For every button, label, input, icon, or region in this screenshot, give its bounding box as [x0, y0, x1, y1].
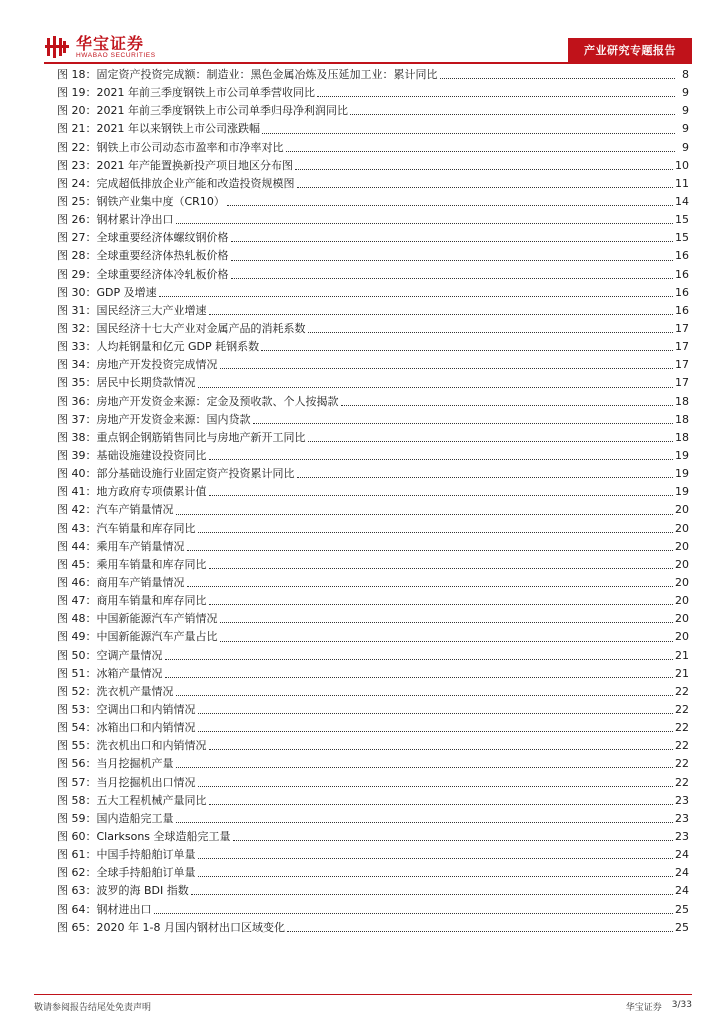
toc-entry[interactable]: [57, 175, 689, 193]
toc-leader-dots: [262, 132, 675, 134]
toc-entry-label: 图 52：洗衣机产量情况: [57, 684, 174, 698]
toc-entry[interactable]: [57, 465, 689, 483]
toc-leader-dots: [198, 386, 674, 388]
toc-leader-dots: [287, 930, 673, 932]
toc-entry[interactable]: [57, 411, 689, 429]
toc-entry-label: 图 53：空调出口和内销情况: [57, 702, 196, 716]
toc-entry-label: 图 23：2021 年产能置换新投产项目地区分布图: [57, 158, 293, 172]
toc-entry-label: 图 63：波罗的海 BDI 指数: [57, 884, 189, 898]
toc-entry[interactable]: [57, 592, 689, 610]
toc-entry[interactable]: [57, 84, 689, 102]
toc-entry-page: 10: [675, 158, 689, 172]
toc-leader-dots: [341, 404, 674, 406]
toc-leader-dots: [165, 658, 674, 660]
toc-entry-page: 23: [675, 793, 689, 807]
toc-entry[interactable]: [57, 102, 689, 120]
toc-entry-label: 图 33：人均耗钢量和亿元 GDP 耗钢系数: [57, 340, 260, 354]
toc-leader-dots: [231, 259, 674, 261]
toc-entry[interactable]: [57, 647, 689, 665]
toc-leader-dots: [209, 313, 674, 315]
toc-entry[interactable]: [57, 755, 689, 773]
toc-entry[interactable]: [57, 665, 689, 683]
toc-entry-page: 17: [675, 376, 689, 390]
footer-company: 华宝证券: [625, 1003, 662, 1013]
toc-entry-label: 图 37：房地产开发资金来源：国内贷款: [57, 412, 251, 426]
footer-info: [626, 1000, 692, 1013]
toc-entry[interactable]: [57, 284, 689, 302]
toc-entry-page: 20: [675, 630, 689, 644]
toc-entry-label: 图 64：钢材进出口: [57, 902, 152, 916]
toc-entry-label: 图 50：空调产量情况: [57, 648, 163, 662]
toc-entry-label: 图 36：房地产开发资金来源：定金及预收款、个人按揭款: [57, 394, 339, 408]
toc-leader-dots: [233, 839, 673, 841]
toc-entry-page: 19: [675, 467, 689, 481]
toc-entry-label: 图 27：全球重要经济体螺纹钢价格: [57, 231, 229, 245]
toc-leader-dots: [308, 440, 674, 442]
toc-entry[interactable]: [57, 719, 689, 737]
toc-entry[interactable]: [57, 810, 689, 828]
toc-leader-dots: [297, 186, 674, 188]
toc-leader-dots: [261, 349, 673, 351]
toc-entry-label: 图 32：国民经济十七大产业对金属产品的消耗系数: [57, 322, 306, 336]
toc-entry[interactable]: [57, 266, 689, 284]
toc-entry-label: 图 40：部分基础设施行业固定资产投资累计同比: [57, 467, 295, 481]
toc-leader-dots: [297, 476, 674, 478]
toc-leader-dots: [187, 585, 674, 587]
toc-entry[interactable]: [57, 610, 689, 628]
toc-entry[interactable]: [57, 247, 689, 265]
toc-entry-page: 17: [675, 322, 689, 336]
toc-entry-label: 图 62：全球手持船舶订单量: [57, 866, 196, 880]
toc-entry-label: 图 61：中国手持船舶订单量: [57, 848, 196, 862]
toc-entry[interactable]: [57, 374, 689, 392]
toc-entry[interactable]: [57, 828, 689, 846]
toc-entry-page: 24: [675, 884, 689, 898]
toc-leader-dots: [187, 549, 674, 551]
toc-entry-page: 9: [682, 104, 689, 118]
toc-entry-label: 图 19：2021 年前三季度钢铁上市公司单季营收同比: [57, 86, 315, 100]
toc-leader-dots: [440, 77, 676, 79]
toc-entry-label: 图 31：国民经济三大产业增速: [57, 303, 207, 317]
toc-leader-dots: [209, 458, 674, 460]
toc-entry-label: 图 39：基础设施建设投资同比: [57, 449, 207, 463]
toc-entry[interactable]: [57, 792, 689, 810]
toc-entry[interactable]: [57, 229, 689, 247]
toc-entry-label: 图 49：中国新能源汽车产量占比: [57, 630, 218, 644]
toc-entry[interactable]: [57, 919, 689, 937]
toc-entry[interactable]: [57, 338, 689, 356]
toc-entry-page: 20: [675, 557, 689, 571]
toc-entry-page: 17: [675, 340, 689, 354]
toc-entry[interactable]: [57, 302, 689, 320]
toc-entry-label: 图 55：洗衣机出口和内销情况: [57, 739, 207, 753]
toc-leader-dots: [317, 95, 675, 97]
toc-entry-label: 图 60：Clarksons 全球造船完工量: [57, 829, 231, 843]
toc-entry[interactable]: [57, 900, 689, 918]
toc-leader-dots: [231, 277, 674, 279]
logo-chinese-name: 华宝证券: [76, 33, 145, 53]
toc-entry-page: 16: [675, 285, 689, 299]
toc-leader-dots: [176, 694, 674, 696]
toc-leader-dots: [198, 531, 674, 533]
toc-entry-page: 19: [675, 449, 689, 463]
toc-leader-dots: [176, 513, 674, 515]
toc-entry[interactable]: [57, 157, 689, 175]
toc-entry-label: 图 44：乘用车产销量情况: [57, 539, 185, 553]
toc-entry[interactable]: [57, 429, 689, 447]
toc-leader-dots: [176, 766, 674, 768]
toc-entry-label: 图 28：全球重要经济体热轧板价格: [57, 249, 229, 263]
toc-leader-dots: [209, 567, 674, 569]
toc-entry-page: 11: [675, 176, 689, 190]
toc-leader-dots: [227, 204, 673, 206]
toc-entry[interactable]: [57, 520, 689, 538]
toc-entry-label: 图 35：居民中长期贷款情况: [57, 376, 196, 390]
toc-entry[interactable]: [57, 393, 689, 411]
toc-entry[interactable]: [57, 193, 689, 211]
toc-entry[interactable]: [57, 320, 689, 338]
toc-leader-dots: [198, 857, 674, 859]
toc-entry[interactable]: [57, 120, 689, 138]
toc-entry-page: 16: [675, 267, 689, 281]
toc-entry-page: 14: [675, 195, 689, 209]
toc-entry-page: 24: [675, 866, 689, 880]
toc-entry-label: 图 25：钢铁产业集中度（CR10）: [57, 195, 225, 209]
toc-entry-page: 22: [675, 775, 689, 789]
toc-entry[interactable]: [57, 483, 689, 501]
toc-entry-page: 18: [675, 430, 689, 444]
toc-entry-label: 图 57：当月挖掘机出口情况: [57, 775, 196, 789]
header-divider: [44, 62, 692, 64]
toc-leader-dots: [286, 150, 676, 152]
footer-page-number: 3/33: [671, 1000, 692, 1010]
toc-entry-label: 图 48：中国新能源汽车产销情况: [57, 612, 218, 626]
toc-leader-dots: [198, 730, 674, 732]
toc-entry-page: 9: [682, 140, 689, 154]
toc-entry-label: 图 43：汽车销量和库存同比: [57, 521, 196, 535]
toc-leader-dots: [198, 712, 674, 714]
toc-entry[interactable]: [57, 628, 689, 646]
toc-leader-dots: [220, 640, 674, 642]
toc-leader-dots: [220, 621, 674, 623]
logo-english-name: HWABAO SECURITIES: [76, 51, 156, 59]
toc-leader-dots: [176, 821, 674, 823]
toc-entry-label: 图 58：五大工程机械产量同比: [57, 793, 207, 807]
toc-entry[interactable]: [57, 139, 689, 157]
toc-entry[interactable]: [57, 683, 689, 701]
toc-entry-page: 15: [675, 231, 689, 245]
toc-entry-label: 图 51：冰箱产量情况: [57, 666, 163, 680]
toc-leader-dots: [209, 494, 674, 496]
toc-leader-dots: [295, 168, 673, 170]
toc-entry-page: 24: [675, 848, 689, 862]
toc-entry-label: 图 26：钢材累计净出口: [57, 213, 174, 227]
toc-entry-label: 图 59：国内造船完工量: [57, 811, 174, 825]
figure-index-list: [57, 66, 689, 937]
toc-entry[interactable]: [57, 356, 689, 374]
toc-entry-page: 23: [675, 811, 689, 825]
toc-entry-page: 9: [682, 122, 689, 136]
toc-entry[interactable]: [57, 556, 689, 574]
toc-entry[interactable]: [57, 846, 689, 864]
toc-entry-page: 22: [675, 702, 689, 716]
toc-entry-page: 20: [675, 612, 689, 626]
toc-leader-dots: [198, 875, 674, 877]
toc-entry-page: 8: [682, 68, 689, 82]
toc-entry[interactable]: [57, 211, 689, 229]
toc-entry-page: 9: [682, 86, 689, 100]
toc-entry-page: 20: [675, 539, 689, 553]
toc-entry-label: 图 38：重点钢企钢筋销售同比与房地产新开工同比: [57, 430, 306, 444]
toc-entry-label: 图 56：当月挖掘机产量: [57, 757, 174, 771]
toc-entry-page: 25: [675, 920, 689, 934]
footer-divider: [34, 994, 692, 995]
toc-entry[interactable]: [57, 737, 689, 755]
toc-entry-page: 20: [675, 576, 689, 589]
toc-entry-page: 21: [675, 666, 689, 680]
toc-entry[interactable]: [57, 701, 689, 719]
toc-entry-label: 图 65：2020 年 1-8 月国内钢材出口区域变化: [57, 920, 285, 934]
toc-leader-dots: [350, 113, 675, 115]
page-header: [0, 0, 724, 66]
toc-entry-label: 图 22：钢铁上市公司动态市盈率和市净率对比: [57, 140, 284, 154]
toc-entry-label: 图 47：商用车销量和库存同比: [57, 594, 207, 608]
toc-leader-dots: [209, 603, 674, 605]
toc-entry[interactable]: [57, 864, 689, 882]
toc-entry[interactable]: [57, 882, 689, 900]
toc-entry[interactable]: [57, 538, 689, 556]
toc-entry-label: 图 21：2021 年以来钢铁上市公司涨跌幅: [57, 122, 260, 136]
toc-leader-dots: [308, 331, 674, 333]
report-type-badge: 产业研究专题报告: [568, 38, 692, 62]
toc-entry-label: 图 42：汽车产销量情况: [57, 503, 174, 517]
toc-entry-page: 20: [675, 521, 689, 535]
company-logo: [44, 34, 156, 60]
toc-entry-label: 图 29：全球重要经济体冷轧板价格: [57, 267, 229, 281]
toc-entry-label: 图 30：GDP 及增速: [57, 285, 157, 299]
toc-entry[interactable]: [57, 574, 689, 592]
toc-entry-page: 22: [675, 721, 689, 735]
toc-entry[interactable]: [57, 447, 689, 465]
toc-entry-label: 图 41：地方政府专项债累计值: [57, 485, 207, 499]
toc-entry-page: 18: [675, 394, 689, 408]
toc-entry-label: 图 20：2021 年前三季度钢铁上市公司单季归母净利润同比: [57, 104, 348, 118]
toc-leader-dots: [209, 803, 674, 805]
toc-entry-page: 18: [675, 412, 689, 426]
toc-leader-dots: [209, 748, 674, 750]
toc-entry-label: 图 24：完成超低排放企业产能和改造投资规模图: [57, 176, 295, 190]
toc-leader-dots: [159, 295, 673, 297]
toc-entry-label: 图 45：乘用车销量和库存同比: [57, 557, 207, 571]
toc-entry-page: 20: [675, 503, 689, 517]
toc-entry-label: 图 54：冰箱出口和内销情况: [57, 721, 196, 735]
toc-leader-dots: [198, 785, 674, 787]
toc-entry-page: 22: [675, 757, 689, 771]
toc-entry-page: 22: [675, 684, 689, 698]
toc-entry-page: 23: [675, 829, 689, 843]
toc-entry[interactable]: [57, 501, 689, 519]
toc-leader-dots: [253, 422, 674, 424]
toc-entry-label: 图 46：商用车产销量情况: [57, 576, 185, 589]
toc-leader-dots: [176, 222, 674, 224]
toc-entry-page: 15: [675, 213, 689, 227]
toc-entry-page: 20: [675, 594, 689, 608]
toc-entry-label: 图 34：房地产开发投资完成情况: [57, 358, 218, 372]
toc-leader-dots: [191, 893, 673, 895]
toc-entry[interactable]: [57, 66, 689, 84]
toc-entry-page: 16: [675, 249, 689, 263]
toc-entry-page: 22: [675, 739, 689, 753]
footer-disclaimer: 敬请参阅报告结尾处免责声明: [34, 1003, 152, 1013]
toc-entry-page: 16: [675, 303, 689, 317]
toc-entry-page: 19: [675, 485, 689, 499]
toc-entry-page: 25: [675, 902, 689, 916]
toc-entry-page: 21: [675, 648, 689, 662]
toc-leader-dots: [231, 240, 674, 242]
toc-leader-dots: [165, 676, 674, 678]
toc-entry-label: 图 18：固定资产投资完成额：制造业：黑色金属冶炼及压延加工业：累计同比: [57, 68, 438, 82]
toc-entry[interactable]: [57, 773, 689, 791]
logo-mark-icon: [44, 34, 70, 60]
toc-leader-dots: [154, 912, 674, 914]
toc-leader-dots: [220, 367, 674, 369]
toc-entry-page: 17: [675, 358, 689, 372]
